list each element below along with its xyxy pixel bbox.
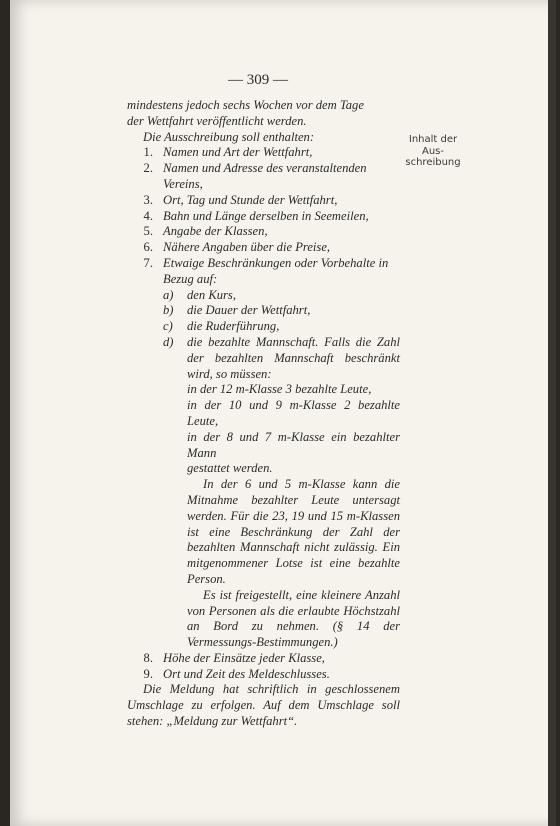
list-item: [127, 209, 400, 225]
paragraph: In der 6 und 5 m-Klasse kann die Mitnahme bezahlter Leute untersagt werden. Für die 23, 19 und 15 m-Klassen ist eine Beschränkung der Zahl der bezahlten Mannschaft nicht zulässig. Ein mitgenommener Lotse ist eine bezahlte Person.: [187, 477, 400, 586]
item-text: Namen und Adresse des veranstaltenden Vereins,: [163, 161, 367, 191]
sub-item-text: den Kurs,: [187, 287, 236, 302]
item-text: Ort, Tag und Stunde der Wettfahrt,: [163, 192, 338, 207]
sub-item: [163, 288, 400, 304]
item-text: Ort und Zeit des Meldeschlusses.: [163, 666, 330, 681]
item-text: Nähere Angaben über die Preise,: [163, 240, 331, 255]
crew-rule: in der 12 m-Klasse 3 bezahlte Leute,: [187, 382, 372, 397]
crew-rule: in der 8 und 7 m-Klasse ein bezahlter Mann: [187, 429, 400, 460]
item-number: 9.: [143, 666, 153, 681]
sub-item: [163, 319, 400, 335]
sub-item: [163, 335, 400, 651]
intro-line: der Wettfahrt veröffentlicht werden.: [127, 113, 307, 128]
list-item: [127, 240, 400, 256]
sub-item-letter: c): [163, 319, 173, 334]
intro-line: mindestens jedoch sechs Wochen vor dem Tage: [127, 98, 364, 112]
item-text: Namen und Art der Wettfahrt,: [163, 145, 313, 160]
sub-item-letter: a): [163, 287, 174, 302]
list-item: [127, 256, 400, 651]
item-number: 5.: [143, 224, 153, 239]
margin-note: [398, 134, 468, 169]
page-edge: [548, 0, 556, 826]
sub-item-text: die Dauer der Wettfahrt,: [187, 303, 311, 318]
paragraph: Es ist freigestellt, eine kleinere Anzahl von Personen als die erlaubte Höchstzahl an Bord zu nehmen. (§ 14 der Vermessungs-Bestimmungen.): [187, 587, 400, 650]
list-item: [127, 193, 400, 209]
crew-rule-close: gestattet werden.: [187, 461, 273, 476]
page-number: — 309 —: [228, 72, 288, 88]
item-text: Angabe der Klassen,: [163, 224, 268, 239]
lead-text: Die Ausschreibung soll enthalten:: [143, 129, 315, 144]
sub-list: [163, 288, 400, 651]
main-text: [127, 98, 400, 730]
sub-item-letter: b): [163, 303, 174, 318]
sub-item-letter: d): [163, 334, 174, 349]
margin-note-line: Aus-: [422, 145, 444, 157]
item-number: 3.: [143, 192, 153, 207]
list-item: [127, 667, 400, 683]
item-number: 7.: [143, 255, 153, 270]
crew-rule: in der 10 und 9 m-Klasse 2 bezahlte Leute,: [187, 398, 400, 428]
list-item: [127, 651, 400, 667]
item-number: 1.: [143, 145, 153, 160]
book-page: [10, 0, 556, 826]
announcement-list: [127, 145, 400, 682]
item-text: Höhe der Einsätze jeder Klasse,: [163, 650, 325, 665]
item-number: 4.: [143, 208, 153, 223]
item-text: Bahn und Länge derselben in Seemeilen,: [163, 208, 369, 223]
item-number: 2.: [143, 161, 153, 176]
sub-item-text: die Ruderführung,: [187, 319, 280, 334]
item-number: 6.: [143, 240, 153, 255]
closing-paragraph: Die Meldung hat schriftlich in geschlossenem Umschlage zu erfolgen. Auf dem Umschlage soll stehen: „Meldung zur Wettfahrt“.: [127, 682, 400, 729]
margin-note-line: Inhalt der: [408, 134, 458, 145]
list-item: [127, 145, 400, 161]
list-item: [127, 161, 400, 193]
item-number: 8.: [143, 650, 153, 665]
item-text: Etwaige Beschränkungen oder Vorbehalte in Bezug auf:: [163, 255, 389, 286]
sub-item-text: die bezahlte Mannschaft. Falls die Zahl der bezahlten Mannschaft beschränkt wird, so müssen:: [187, 334, 400, 381]
sub-item: [163, 303, 400, 319]
list-item: [127, 224, 400, 240]
margin-note-line: schreibung: [405, 157, 461, 168]
